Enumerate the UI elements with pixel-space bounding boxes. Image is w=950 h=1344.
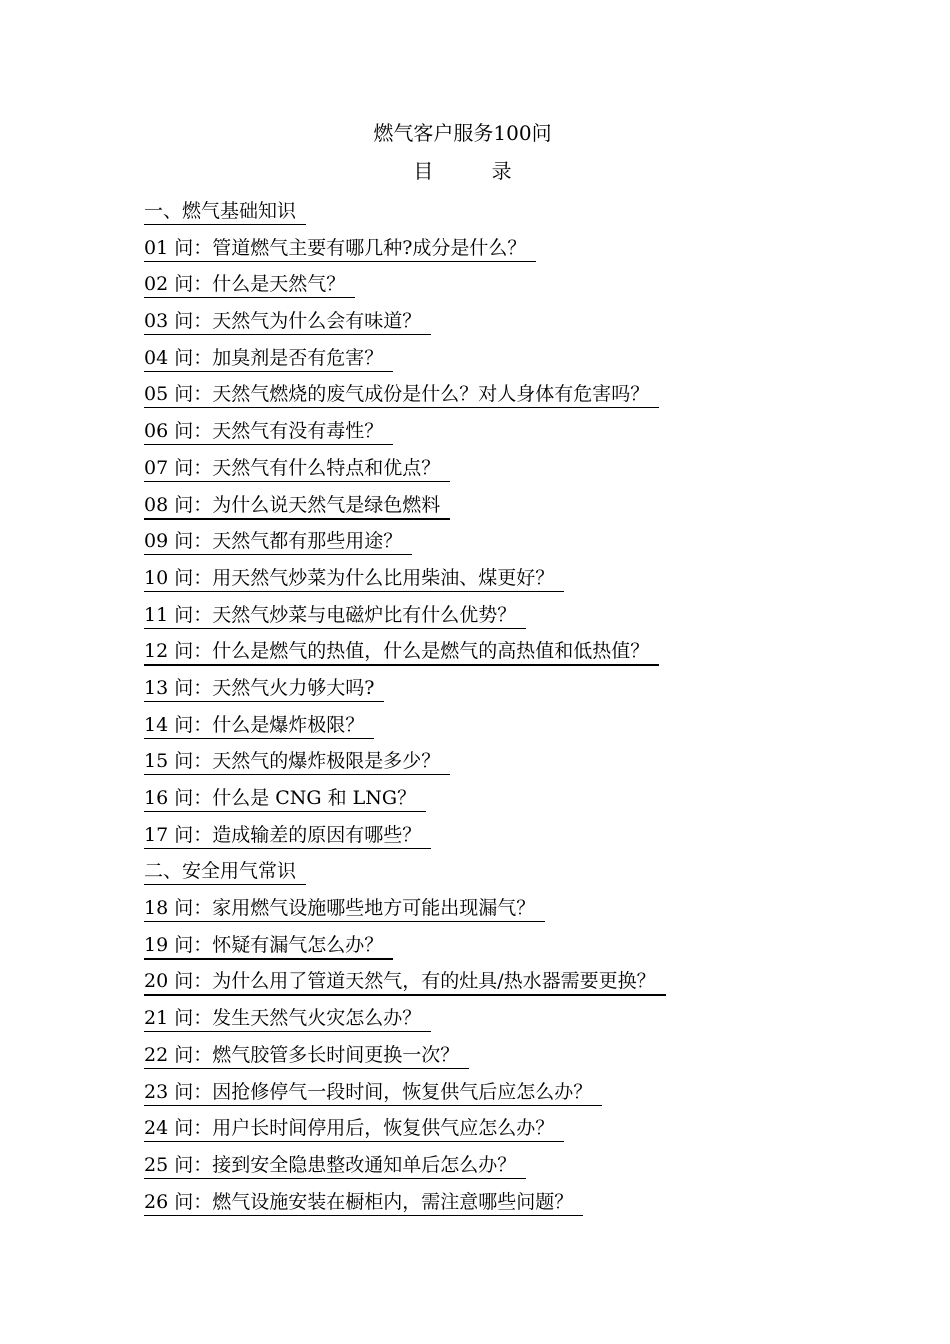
toc-entry-label: 22 问：燃气胶管多长时间更换一次？: [144, 1042, 469, 1069]
document-title: 燃气客户服务100问: [373, 121, 552, 145]
toc-section-label: 一、燃气基础知识: [144, 198, 306, 225]
toc-entry-label: 21 问：发生天然气火灾怎么办？: [144, 1005, 431, 1032]
toc-heading: 目 录: [413, 159, 538, 183]
toc-entry-label: 03 问：天然气为什么会有味道？: [144, 308, 431, 335]
toc-section-heading[interactable]: [144, 194, 784, 231]
toc-entry-label: 01 问：管道燃气主要有哪几种?成分是什么？: [144, 235, 536, 262]
toc-entry[interactable]: [144, 634, 784, 671]
toc-entry[interactable]: [144, 341, 784, 378]
toc-entry-label: 09 问：天然气都有那些用途？: [144, 528, 412, 555]
toc-entry[interactable]: [144, 451, 784, 488]
toc-entry-label: 17 问：造成输差的原因有哪些？: [144, 822, 431, 849]
toc-entry-label: 19 问：怀疑有漏气怎么办？: [144, 932, 393, 960]
toc-entry[interactable]: [144, 267, 784, 304]
toc-entry-label: 06 问：天然气有没有毒性？: [144, 418, 393, 445]
toc-entry[interactable]: [144, 928, 784, 965]
toc-entry[interactable]: [144, 744, 784, 781]
toc-entry-label: 04 问：加臭剂是否有危害？: [144, 345, 393, 372]
toc-entry[interactable]: [144, 414, 784, 451]
toc-entry[interactable]: [144, 891, 784, 928]
toc-entry[interactable]: [144, 671, 784, 708]
toc-entry-label: 18 问：家用燃气设施哪些地方可能出现漏气？: [144, 895, 545, 922]
toc-entry-label: 08 问：为什么说天然气是绿色燃料: [144, 492, 450, 520]
toc-entry[interactable]: [144, 561, 784, 598]
toc-entry-label: 11 问：天然气炒菜与电磁炉比有什么优势？: [144, 602, 526, 629]
toc-entry[interactable]: [144, 488, 784, 525]
toc-entry-label: 10 问：用天然气炒菜为什么比用柴油、煤更好？: [144, 565, 564, 592]
toc-entry[interactable]: [144, 231, 784, 268]
toc-entry[interactable]: [144, 304, 784, 341]
toc-entry[interactable]: [144, 1075, 784, 1112]
toc-entry[interactable]: [144, 1185, 784, 1222]
toc-entry-label: 02 问：什么是天然气？: [144, 271, 355, 298]
toc-entry[interactable]: [144, 1111, 784, 1148]
toc-entry-label: 25 问：接到安全隐患整改通知单后怎么办？: [144, 1152, 526, 1179]
toc-entry[interactable]: [144, 781, 784, 818]
toc-entry[interactable]: [144, 377, 784, 414]
toc-entry-label: 07 问：天然气有什么特点和优点？: [144, 455, 450, 482]
table-of-contents: [144, 194, 784, 1221]
toc-entry[interactable]: [144, 818, 784, 855]
toc-entry-label: 20 问：为什么用了管道天然气，有的灶具/热水器需要更换？: [144, 968, 666, 996]
toc-entry[interactable]: [144, 598, 784, 635]
toc-entry-label: 16 问：什么是 CNG 和 LNG？: [144, 785, 426, 812]
toc-entry-label: 13 问：天然气火力够大吗?: [144, 675, 384, 702]
toc-entry[interactable]: [144, 1038, 784, 1075]
toc-entry-label: 26 问：燃气设施安装在橱柜内，需注意哪些问题？: [144, 1189, 583, 1216]
toc-section-heading[interactable]: [144, 854, 784, 891]
toc-entry[interactable]: [144, 964, 784, 1001]
toc-entry[interactable]: [144, 1148, 784, 1185]
toc-entry-label: 05 问：天然气燃烧的废气成份是什么？对人身体有危害吗？: [144, 381, 659, 408]
toc-entry-label: 15 问：天然气的爆炸极限是多少？: [144, 748, 450, 775]
toc-entry-label: 24 问：用户长时间停用后，恢复供气应怎么办？: [144, 1115, 564, 1142]
toc-entry[interactable]: [144, 524, 784, 561]
toc-entry-label: 23 问：因抢修停气一段时间，恢复供气后应怎么办？: [144, 1079, 602, 1106]
toc-section-label: 二、安全用气常识: [144, 858, 306, 885]
toc-entry-label: 12 问：什么是燃气的热值，什么是燃气的高热值和低热值？: [144, 638, 659, 666]
toc-entry[interactable]: [144, 708, 784, 745]
toc-entry[interactable]: [144, 1001, 784, 1038]
toc-entry-label: 14 问：什么是爆炸极限？: [144, 712, 374, 739]
